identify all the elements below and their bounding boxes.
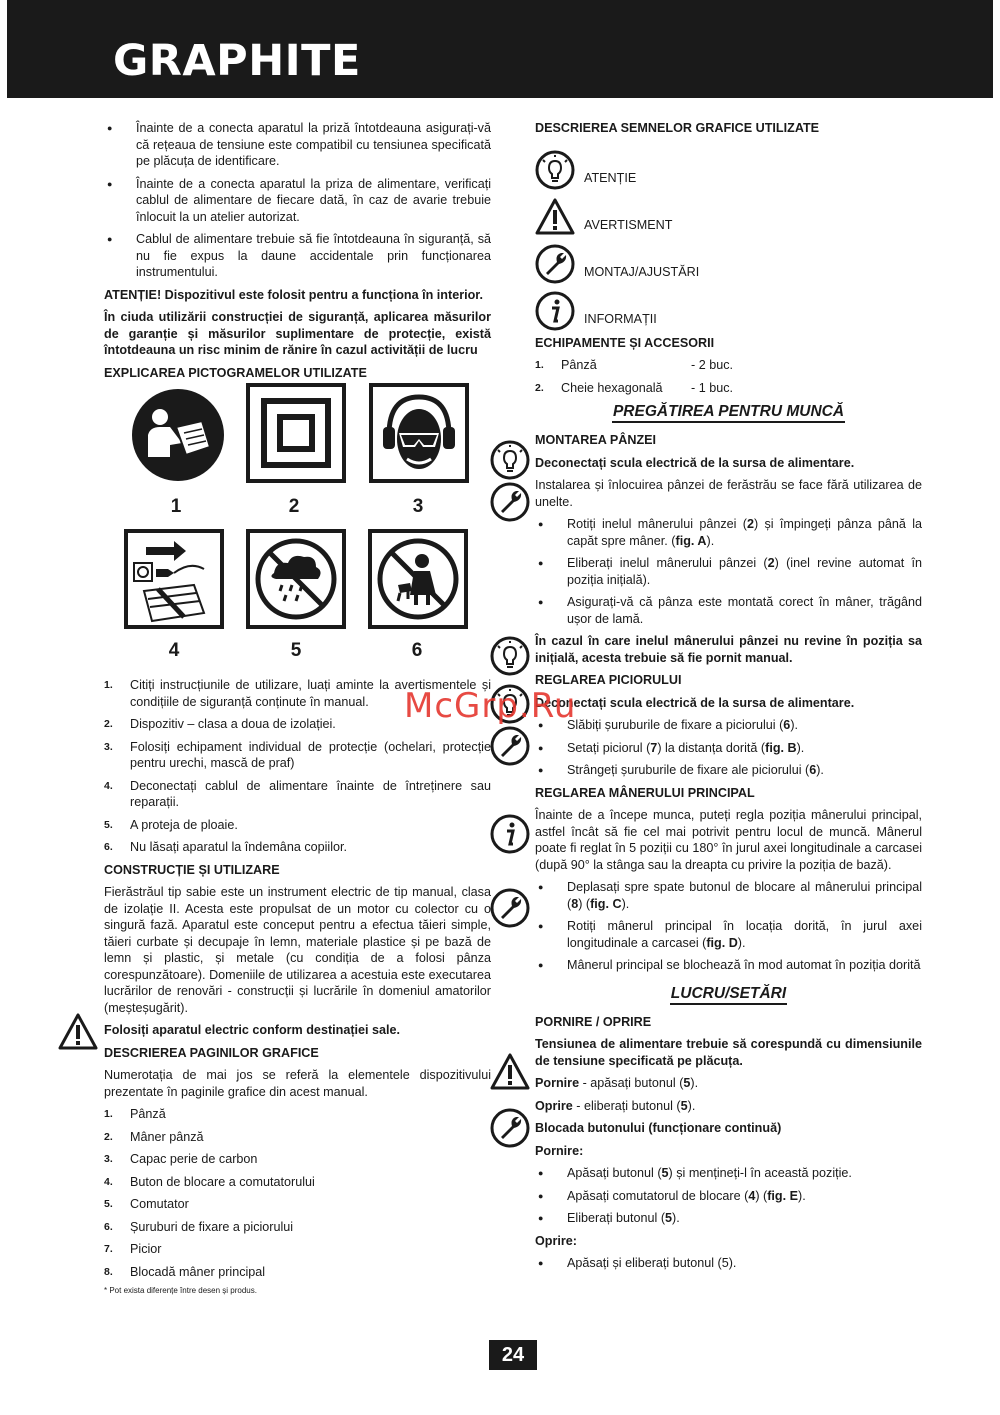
keep-away-children-icon (368, 529, 468, 629)
numbered-item (104, 1219, 491, 1236)
bullet-item (535, 740, 922, 757)
bullet-text: 7 (650, 740, 658, 755)
item-number: 1. (104, 1108, 113, 1120)
bullet-text: ). (796, 740, 805, 755)
bullet-text: 8 (571, 896, 579, 911)
numbered-item (104, 817, 491, 834)
lock-on-label: Pornire: (535, 1143, 584, 1158)
equipment-list (535, 357, 922, 396)
bullet-text: ). (621, 896, 630, 911)
sign-assembly (535, 237, 922, 284)
bullet-text: fig. D (706, 935, 738, 950)
bullet-text: ) (inel revine automat în poziția inițială). (567, 556, 922, 587)
numbered-item (104, 839, 491, 856)
pictogram-grid (104, 387, 491, 659)
pictogram-number: 3 (412, 496, 424, 517)
bullet-text: 2 (746, 517, 754, 531)
item-number: 6. (104, 1220, 113, 1233)
sign-label: AVERTISMENT (584, 218, 673, 232)
item-number: 3. (104, 740, 113, 753)
sign-warning (535, 190, 922, 237)
risk-note: În ciuda utilizării construcției de siguranță, aplicarea măsurilor de garanție și măsurilor suplimentare de protecție, există întotdeauna un risc minim de rănire în cazul activității de lucru (104, 310, 491, 357)
foot-bullets (535, 717, 922, 779)
bullet-item: ● Înainte de a conecta aparatul la priză întotdeauna asigurați-vă că rețeaua de tensiune este compatibil cu tensiunea specificată pe plăcuța de identificare. (104, 120, 491, 170)
read-manual-icon (130, 387, 226, 483)
attention-bulb-icon (535, 150, 575, 190)
wrench-icon (490, 482, 530, 522)
item-number: 4. (104, 779, 113, 792)
item-text: Folosiți echipament individual de protecție (ochelari, protecție pentru urechi, mască de praf) (130, 739, 491, 770)
attention-bulb-icon (490, 636, 530, 676)
brand-logo: GRAPHITE (113, 36, 361, 86)
wrench-icon (490, 1108, 530, 1148)
bullet-text: Strângeți șuruburile de fixare ale piciorului ( (567, 763, 810, 777)
bullet-text: ) la distanța dorită ( (657, 740, 766, 755)
equipment-item (535, 357, 922, 374)
bullet-text: Asigurați-vă că pânza este montată corect în mâner, trăgând ușor de lamă. (567, 595, 922, 626)
blade-note: În cazul în care inelul mânerului pânzei nu revine în poziția sa inițială, acesta trebuie să fie pornit manual. (535, 634, 922, 665)
numbered-item (104, 1151, 491, 1168)
no-rain-icon (246, 529, 346, 629)
safety-bullets (104, 120, 491, 281)
item-number: 6. (104, 841, 113, 853)
bullet-text: ) și împingeți pânza până la capăt spre mâner. ( (567, 517, 923, 548)
use-note: Folosiți aparatul electric conform destinației sale. (104, 1023, 401, 1037)
watermark: McGrp.Ru (404, 686, 577, 726)
bullet-item: ● Cablul de alimentare trebuie să fie întotdeauna în siguranță, să nu fie expus la daune accidentale prin funcționarea instrumentului. (104, 231, 491, 281)
blade-bullets (535, 516, 922, 627)
pictograms-heading: EXPLICAREA PICTOGRAMELOR UTILIZATE (104, 365, 367, 380)
bullet-item (535, 957, 922, 974)
item-number: 1. (104, 679, 113, 691)
item-number: 1. (535, 359, 544, 371)
parts-list (104, 1106, 491, 1280)
item-text: Deconectați cablul de alimentare înainte de întreținere sau reparații. (130, 778, 491, 809)
bullet-text: fig. C (590, 896, 622, 911)
bullet-text: ). (672, 1211, 680, 1225)
bullet-text: ). (798, 1188, 806, 1203)
bullet-text: Eliberați inelul mânerului pânzei ( (567, 556, 768, 570)
numbered-item (104, 1196, 491, 1213)
bullet-text: 6 (809, 763, 817, 777)
bullet-item (535, 1188, 922, 1205)
bullet-text: ) ( (755, 1188, 768, 1203)
equipment-heading: ECHIPAMENTE ȘI ACCESORII (535, 335, 715, 350)
warning-icon (490, 1052, 530, 1092)
item-quantity: - 2 buc. (691, 358, 733, 372)
bullet-text: Apăsați butonul ( (567, 1166, 662, 1180)
wrench-icon (490, 726, 530, 766)
bullet-item (535, 1165, 922, 1182)
numbered-item (104, 1106, 491, 1123)
sign-attention (535, 143, 922, 190)
bullet-text: Deplasați spre spate butonul de blocare al mânerului principal ( (567, 880, 922, 911)
onoff-heading: PORNIRE / OPRIRE (535, 1014, 652, 1029)
item-text: Nu lăsați aparatul la îndemâna copiilor. (130, 840, 348, 854)
page-header (7, 0, 993, 98)
attention-note: ATENȚIE! Dispozitivul este folosit pentru a funcționa în interior. (104, 287, 483, 302)
item-text: Buton de blocare a comutatorului (130, 1174, 315, 1189)
work-title: LUCRU/SETĂRI (535, 984, 922, 1004)
switch-off-text: Oprire - eliberați butonul (5). (535, 1098, 696, 1113)
bullet-text: ). (816, 763, 824, 777)
bullet-text: Rotiți mânerul principal în locația dorită, în jurul axei longitudinale a carcasei ( (567, 919, 922, 950)
numbered-item (104, 778, 491, 811)
item-quantity: - 1 buc. (691, 380, 733, 395)
item-number: 2. (104, 718, 113, 730)
bullet-text: Apăsați comutatorul de blocare ( (567, 1188, 749, 1203)
item-number: 5. (104, 818, 113, 831)
bullet-text: 5 (661, 1166, 669, 1180)
pictogram-number: 1 (170, 496, 182, 517)
protective-equipment-icon (369, 383, 469, 483)
class-two-insulation-icon (246, 383, 346, 483)
item-text: A proteja de ploaie. (130, 817, 238, 832)
lock-off-bullets (535, 1255, 922, 1272)
pictogram-number: 2 (288, 496, 300, 517)
bullet-text: ) ( (578, 896, 591, 911)
bullet-text: Slăbiți șuruburile de fixare a piciorului ( (567, 718, 784, 732)
handle-heading: REGLAREA MÂNERULUI PRINCIPAL (535, 785, 755, 800)
item-text: Pânză (130, 1107, 166, 1121)
handle-bullets (535, 879, 922, 974)
pictogram-number: 4 (168, 640, 180, 661)
foot-heading: REGLAREA PICIORULUI (535, 673, 682, 687)
item-number: 8. (104, 1265, 113, 1278)
construction-heading: CONSTRUCȚIE ȘI UTILIZARE (104, 862, 280, 877)
sign-label: MONTAJ/AJUSTĂRI (584, 265, 700, 279)
pictogram-number: 6 (411, 640, 423, 661)
bullet-text: ) și mențineți-l în această poziție. (668, 1166, 852, 1180)
numbered-item (104, 1241, 491, 1258)
graphic-pages-heading: DESCRIEREA PAGINILOR GRAFICE (104, 1045, 319, 1060)
bullet-text: ). (737, 935, 746, 950)
numbered-item (104, 739, 491, 772)
numbered-item (104, 1174, 491, 1191)
item-text: Șuruburi de fixare a piciorului (130, 1219, 294, 1234)
item-number: 4. (104, 1175, 113, 1188)
blade-intro: Instalarea și înlocuirea pânzei de ferăstrău se face fără utilizarea de unelte. (535, 478, 922, 509)
numbered-item (104, 1129, 491, 1146)
bullet-item (535, 879, 922, 912)
info-icon (490, 814, 530, 854)
disconnect-plug-icon (124, 529, 224, 629)
item-text: Capac perie de carbon (130, 1152, 258, 1166)
item-text: Citiți instrucțiunile de utilizare, luați aminte la avertismentele și condițiile de siguranță conținute în manual. (130, 678, 491, 709)
equipment-item (535, 380, 922, 397)
switch-on-text: Pornire - apăsați butonul (5). (535, 1076, 699, 1090)
bullet-item (535, 918, 922, 951)
blade-heading: MONTAREA PÂNZEI (535, 433, 657, 447)
bullet-text: 4 (748, 1188, 756, 1203)
warning-icon (535, 197, 575, 237)
item-text: Picior (130, 1242, 162, 1256)
bullet-text: Setați piciorul ( (567, 740, 651, 755)
bullet-item (535, 594, 922, 627)
item-text: Blocadă mâner principal (130, 1264, 266, 1279)
item-text: Comutator (130, 1197, 189, 1211)
signs-heading: DESCRIEREA SEMNELOR GRAFICE UTILIZATE (535, 121, 820, 135)
info-icon (535, 291, 575, 331)
item-name: Cheie hexagonală (561, 380, 663, 395)
page-number: 24 (489, 1340, 537, 1370)
bullet-text: fig. B (765, 740, 797, 755)
right-column (535, 120, 922, 1278)
footnote: * Pot exista diferențe între desen și produs. (104, 1286, 257, 1295)
sign-info (535, 284, 922, 331)
bullet-text: Apăsați și eliberați butonul (5). (567, 1256, 737, 1270)
bullet-item (535, 762, 922, 779)
bullet-text: ). (790, 718, 799, 732)
item-number: 2. (535, 381, 544, 394)
foot-disconnect-note: Deconectați scula electrică de la sursa de alimentare. (535, 695, 855, 710)
bullet-text: fig. A (675, 533, 707, 548)
bullet-item (535, 1255, 922, 1272)
bullet-item (535, 1210, 922, 1227)
lock-off-label: Oprire: (535, 1233, 577, 1248)
sign-label: INFORMAȚII (584, 312, 657, 326)
bullet-text: 6 (783, 718, 791, 732)
lock-heading: Blocada butonului (funcționare continuă) (535, 1121, 782, 1135)
wrench-icon (490, 888, 530, 928)
bullet-item (535, 555, 922, 588)
item-name: Pânză (561, 358, 597, 372)
bullet-text: ). (706, 533, 715, 548)
graphic-pages-text: Numerotația de mai jos se referă la elementele dispozitivului prezentate în paginile grafice din acest manual. (104, 1068, 491, 1099)
item-number: 5. (104, 1198, 113, 1210)
warning-icon (58, 1012, 98, 1052)
construction-text: Fierăstrăul tip sabie este un instrument electric de tip manual, clasa de izolație II. Acesta este propulsat de un motor cu colector cu o singură fază. Aparatul este conceput pentru a efectua tăieri simple, tăieri curbate și decupaje în lemn, materiale plastice și pe bază de lemn și plastic, și metale (cu condiția de a folosi pânza corespunzătoare). Domeniile de utilizarea a acestuia este executarea lucrărilor de renovări - construcții și lucrările în domeniul amatorilor (meșteșugărit). (104, 885, 491, 1015)
bullet-text: 5 (665, 1211, 673, 1225)
bullet-item: ● Înainte de a conecta aparatul la priza de alimentare, verificați cablul de alimentare de fiecare dată, în caz de avarie trebuie înlocuit la un atelier autorizat. (104, 176, 491, 226)
sign-label: ATENȚIE (584, 171, 637, 185)
bullet-text: 2 (767, 556, 775, 570)
item-number: 7. (104, 1243, 113, 1255)
numbered-item (104, 1264, 491, 1281)
bullet-text: Eliberați butonul ( (567, 1211, 666, 1225)
bullet-text: fig. E (767, 1188, 799, 1203)
item-text: Dispozitiv – clasa a doua de izolației. (130, 717, 336, 731)
wrench-icon (535, 244, 575, 284)
prep-title: PREGĂTIREA PENTRU MUNCĂ (535, 402, 922, 422)
attention-bulb-icon (490, 440, 530, 480)
handle-text: Înainte de a începe munca, puteți regla poziția mânerului principal, astfel încât să fie cel mai potrivit pentru locul de muncă. Mânerul poate fi reglat în 5 poziții cu 180° în jurul axei longitudinale a carcasei (după 90° la stânga sau la dreapta cu privire la poziția de bază). (535, 808, 922, 872)
item-number: 3. (104, 1153, 113, 1165)
item-number: 2. (104, 1130, 113, 1143)
bullet-text: Rotiți inelul mânerului pânzei ( (567, 517, 747, 531)
lock-on-bullets (535, 1165, 922, 1227)
pictogram-number: 5 (290, 640, 302, 661)
bullet-text: Mânerul principal se blochează în mod automat în poziția dorită (567, 958, 921, 972)
voltage-note: Tensiunea de alimentare trebuie să corespundă cu dimensiunile de tensiune specificată pe plăcuța. (535, 1037, 922, 1068)
item-text: Mâner pânză (130, 1129, 204, 1144)
bullet-item (535, 516, 922, 549)
disconnect-note: Deconectați scula electrică de la sursa de alimentare. (535, 455, 855, 470)
bullet-item (535, 717, 922, 734)
